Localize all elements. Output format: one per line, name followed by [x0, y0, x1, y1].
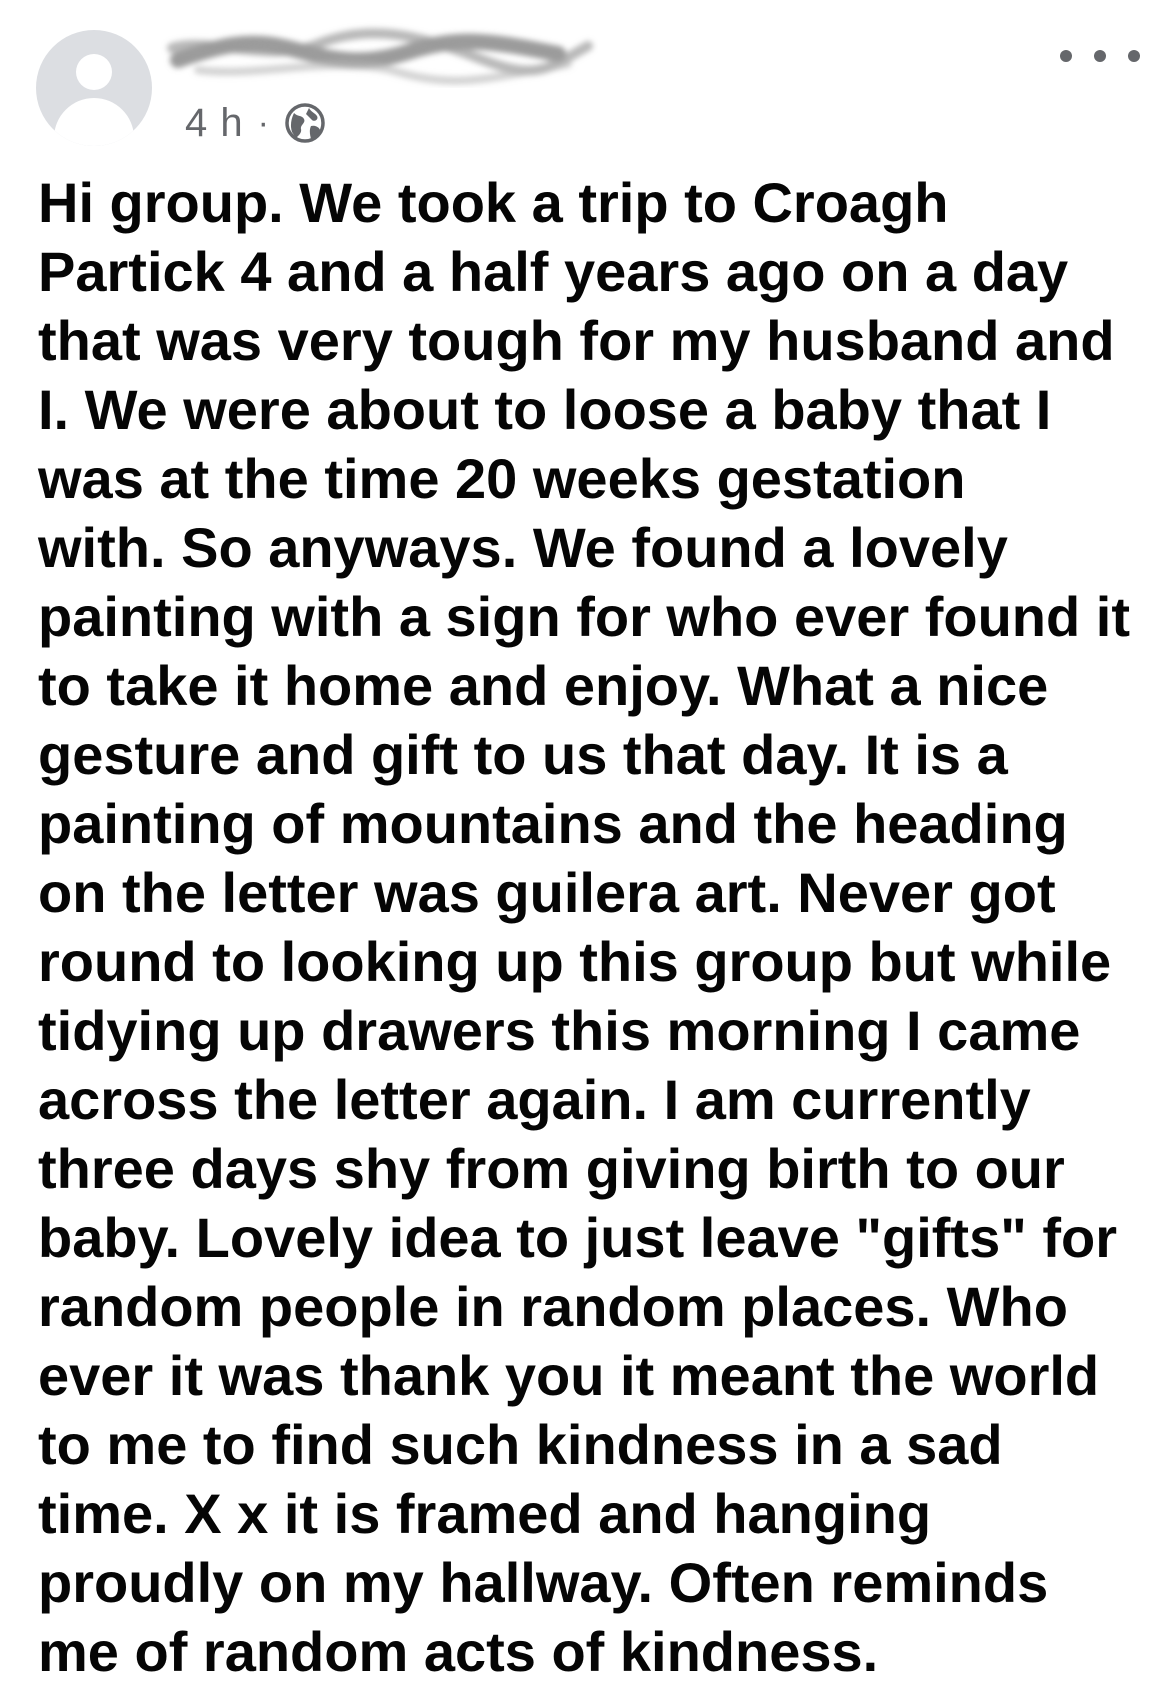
- post-text-line: to me to find such kindness in a sad: [38, 1413, 1003, 1476]
- post-body-text: [38, 168, 1148, 1686]
- post-text-line: painting of mountains and the heading: [38, 792, 1068, 855]
- meta-separator: ·: [257, 103, 270, 142]
- more-dot: [1060, 50, 1072, 62]
- avatar-head: [76, 54, 112, 90]
- post-text-line: with. So anyways. We found a lovely: [38, 516, 1008, 579]
- post-text-line: Hi group. We took a trip to Croagh: [38, 171, 949, 234]
- post-text-line: gesture and gift to us that day. It is a: [38, 723, 1008, 786]
- post-text-line: baby. Lovely idea to just leave "gifts" for: [38, 1206, 1117, 1269]
- post-text-line: on the letter was guilera art. Never got: [38, 861, 1056, 924]
- post-meta: [185, 98, 326, 148]
- post-text-line: three days shy from giving birth to our: [38, 1137, 1065, 1200]
- post-text-line: painting with a sign for who ever found it: [38, 585, 1130, 648]
- avatar-shoulders: [54, 98, 134, 146]
- avatar[interactable]: [36, 30, 152, 146]
- post-text-line: time. X x it is framed and hanging: [38, 1482, 932, 1545]
- post-text-line: random people in random places. Who: [38, 1275, 1068, 1338]
- globe-icon: [284, 102, 326, 144]
- post-text-line: tidying up drawers this morning I came: [38, 999, 1081, 1062]
- post-timestamp[interactable]: 4 h: [185, 100, 244, 145]
- more-dot: [1128, 50, 1140, 62]
- post-text-line: to take it home and enjoy. What a nice: [38, 654, 1049, 717]
- post-text-line: I. We were about to loose a baby that I: [38, 378, 1052, 441]
- more-options-button[interactable]: [1060, 38, 1140, 74]
- post-text-line: across the letter again. I am currently: [38, 1068, 1031, 1131]
- post-text-line: me of random acts of kindness.: [38, 1620, 879, 1683]
- post-text-line: that was very tough for my husband and: [38, 309, 1115, 372]
- post-text-line: was at the time 20 weeks gestation: [38, 447, 966, 510]
- post-text-line: proudly on my hallway. Often reminds: [38, 1551, 1049, 1614]
- more-dot: [1094, 50, 1106, 62]
- post-header: [0, 0, 1170, 170]
- redacted-author-name: [158, 18, 598, 88]
- post-text-line: ever it was thank you it meant the world: [38, 1344, 1100, 1407]
- post-text-line: Partick 4 and a half years ago on a day: [38, 240, 1069, 303]
- post-text-line: round to looking up this group but while: [38, 930, 1112, 993]
